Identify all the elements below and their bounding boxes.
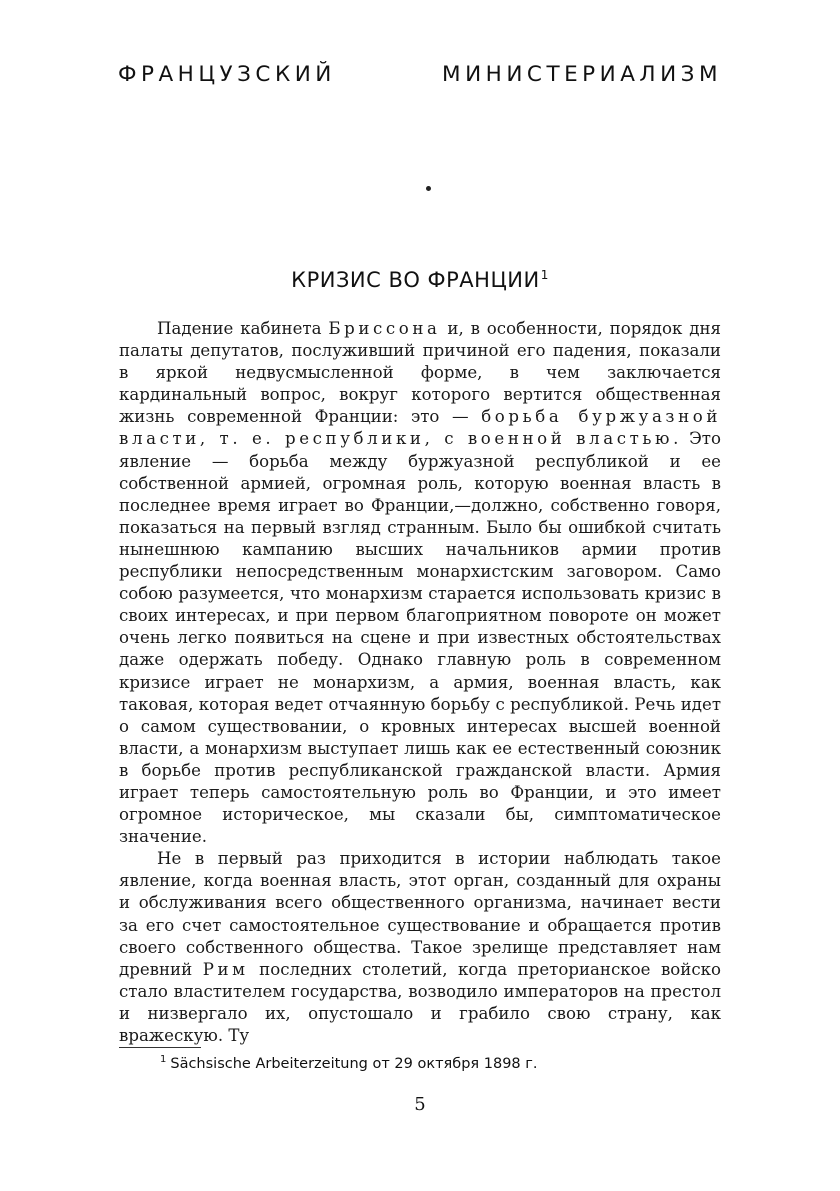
page-number: 5	[414, 1094, 426, 1115]
chapter-title	[118, 268, 722, 292]
emphasized-text: Бриссона	[328, 319, 441, 338]
running-head: ФРАНЦУЗСКИЙ МИНИСТЕРИАЛИЗМ	[118, 62, 722, 87]
footnote-reference[interactable]: 1	[540, 268, 549, 282]
footnote-text: Sächsische Arbeiterzeitung от 29 октября 1898 г.	[170, 1055, 538, 1072]
body-text	[119, 318, 721, 1047]
emphasized-text: Рим	[202, 959, 249, 979]
chapter-title-text: КРИЗИС ВО ФРАНЦИИ	[291, 268, 540, 292]
paragraph	[119, 848, 721, 1047]
footnote	[160, 1054, 720, 1072]
text-run: и, в особенности, порядок дня палаты депутатов, послуживший причиной его падения, показали в яркой недвусмысленной форме, в чем заключается кардинальный вопрос, вокруг которого вертится общественная жизнь современной Франции: это —	[119, 319, 721, 427]
footnote-divider	[119, 1047, 201, 1048]
text-run: Это явление — борьба между буржуазной республикой и ее собственной армией, огромная роль, которую военная власть в последнее время играет во Франции,—должно, собственно говоря, показаться на первый взгляд странным. Было бы ошибкой считать нынешнюю кампанию высших начальников армии против республики непосредственным монархистским заговором. Само собою разумеется, что монархизм старается использовать кризис в своих интересах, и при первом благоприятном повороте он может очень легко появиться на сцене и при известных обстоятельствах даже одержать победу. Однако главную роль в современном кризисе играет не монархизм, а армия, военная власть, как таковая, которая ведет отчаянную борьбу с республикой. Речь идет о самом существовании, о кровных интересах высшей военной власти, а монархизм выступает лишь как ее естественный союзник в борьбе против республиканской гражданской власти. Армия играет теперь самостоятельную роль во Франции, и это имеет огромное историческое, мы сказали бы, симптоматическое значение.	[119, 429, 721, 847]
text-run: последних столетий, когда преторианское войско стало властителем государства, возводило императоров на престол и низвергало их, опустошало и грабило свою страну, как вражескую. Ту	[119, 959, 721, 1045]
footnote-marker: 1	[160, 1054, 167, 1065]
text-run: Не в первый раз приходится в истории наблюдать такое явление, когда военная власть, этот орган, созданный для охраны и обслуживания всего общественного организма, начинает вести за его счет самостоятельное существование и обращается против своего собственного общества. Такое зрелище представляет нам древний	[119, 849, 721, 979]
ornament-dot	[426, 186, 431, 191]
paragraph	[119, 318, 721, 848]
emphasized-text: борьба буржуазной власти, т. е. республики, с военной властью.	[119, 407, 721, 449]
text-run: Падение кабинета	[157, 319, 329, 338]
